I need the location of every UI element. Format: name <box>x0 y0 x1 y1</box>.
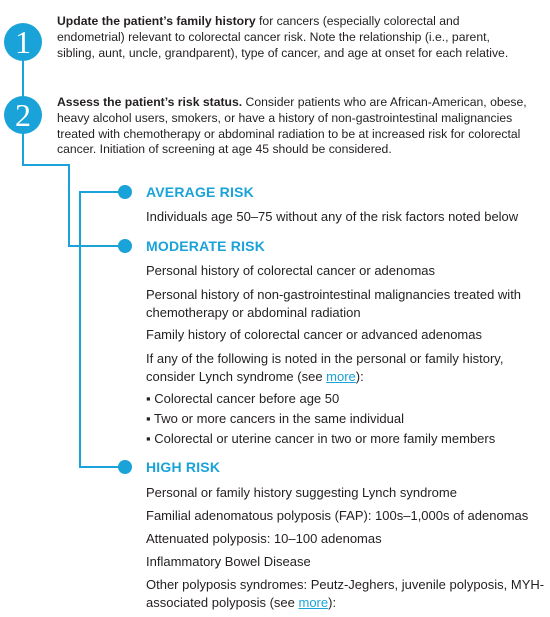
moderate-risk-item: Personal history of non-gastrointestinal malignancies treated with chemotherapy or abdominal radiation <box>146 287 522 320</box>
lynch-note-text: If any of the following is noted in the personal or family history, consider Lynch syndrome (see <box>146 351 504 384</box>
step-2-heading: Assess the patient’s risk status. <box>57 95 243 109</box>
lynch-bullet: ▪ Colorectal cancer before age 50 <box>146 391 340 406</box>
step-1-body: for cancers (especially colorectal and endometrial) relevant to colorectal cancer risk. Note the relationship (i.e., parent, sibling, aunt, uncle, grandparent), type of cancer, and age at onset for each relative. <box>57 14 509 60</box>
other-polyposis-more-link[interactable]: more <box>298 595 329 610</box>
step2-connector-line <box>22 130 24 165</box>
lynch-note <box>146 350 546 386</box>
high-risk-title: HIGH RISK <box>146 459 221 475</box>
moderate-risk-item: Personal history of colorectal cancer or adenomas <box>146 263 436 278</box>
high-risk-item: Inflammatory Bowel Disease <box>146 554 311 569</box>
step-2-text <box>57 95 532 158</box>
step2-to-tree-line <box>22 164 70 166</box>
lynch-more-link[interactable]: more <box>326 369 356 384</box>
high-risk-item: Familial adenomatous polyposis (FAP): 100s–1,000s of adenomas <box>146 508 529 523</box>
step-1-badge: 1 <box>4 23 42 61</box>
step-2-body: Consider patients who are African-American, obese, heavy alcohol users, smokers, or have a history of non-gastrointestinal malignancies treated with chemotherapy or abdominal radiation to be at increased risk for colorectal cancer. Initiation of screening at age 45 should be considered. <box>57 95 527 157</box>
tree-moderate-branch <box>68 245 124 247</box>
other-polyposis-note <box>146 576 546 612</box>
average-risk-title: AVERAGE RISK <box>146 184 254 200</box>
step-1-text <box>57 14 527 61</box>
lynch-note-close: ): <box>355 369 364 384</box>
tree-left-line <box>68 164 70 246</box>
other-polyposis-text: Other polyposis syndromes: Peutz-Jeghers, juvenile polyposis, MYH-associated polyposis (see <box>146 577 545 610</box>
other-polyposis-close: ): <box>328 595 337 610</box>
step-2-badge: 2 <box>4 96 42 134</box>
high-risk-item: Personal or family history suggesting Lynch syndrome <box>146 485 457 500</box>
step-1-heading: Update the patient’s family history <box>57 14 256 28</box>
moderate-risk-title: MODERATE RISK <box>146 238 266 254</box>
high-risk-item: Attenuated polyposis: 10–100 adenomas <box>146 531 382 546</box>
lynch-bullet: ▪ Colorectal or uterine cancer in two or more family members <box>146 431 496 446</box>
lynch-bullet: ▪ Two or more cancers in the same individual <box>146 411 404 426</box>
average-risk-dot <box>118 185 132 199</box>
average-risk-item: Individuals age 50–75 without any of the risk factors noted below <box>146 209 519 224</box>
moderate-risk-dot <box>118 239 132 253</box>
moderate-risk-item: Family history of colorectal cancer or advanced adenomas <box>146 327 482 342</box>
high-risk-dot <box>118 460 132 474</box>
tree-main-line <box>79 191 81 467</box>
